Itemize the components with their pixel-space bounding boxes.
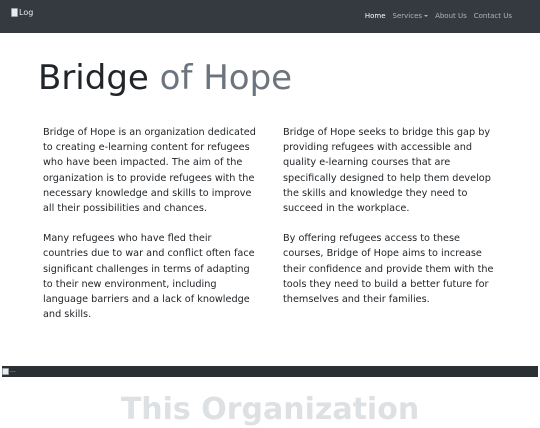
nav-link-services-label: Services <box>392 12 423 20</box>
nav-links <box>365 12 512 21</box>
nav-link-services[interactable] <box>393 12 429 21</box>
paragraph: Bridge of Hope is an organization dedicated to creating e-learning content for refugees who have been impacted. The aim of the organization is to provide refugees with the necessary knowledge and skills to improve all their possibilities and chances. <box>43 127 256 215</box>
page-title <box>38 56 292 100</box>
section-title: This Organization <box>120 392 420 427</box>
page-title-main: Bridge <box>38 58 149 98</box>
banner-image <box>2 366 538 377</box>
caret-down-icon <box>424 15 428 17</box>
content-column-right <box>283 125 499 322</box>
logo-alt-text: Log <box>19 8 34 17</box>
broken-image-icon <box>11 8 18 17</box>
nav-link-home[interactable]: Home <box>364 12 386 20</box>
paragraph: Many refugees who have fled their countries due to war and conflict often face significant challenges in terms of adapting to their new environment, including language barriers and a lack of knowledge and skills. <box>43 233 255 321</box>
banner-alt-text: ... <box>10 367 16 374</box>
nav-link-contact[interactable]: Contact Us <box>473 12 512 20</box>
content-column-left <box>43 125 259 337</box>
nav-link-about[interactable]: About Us <box>435 12 467 20</box>
page-title-muted: of Hope <box>159 58 293 98</box>
logo[interactable] <box>11 7 33 18</box>
paragraph: By offering refugees access to these courses, Bridge of Hope aims to increase their confidence and provide them with the tools they need to build a better future for themselves and their families. <box>283 233 494 306</box>
paragraph: Bridge of Hope seeks to bridge this gap by providing refugees with accessible and quality e-learning courses that are specifically designed to help them develop the skills and knowledge they need to succeed in the workplace. <box>283 127 491 215</box>
navbar <box>0 0 540 33</box>
broken-image-icon <box>2 368 9 375</box>
banner-image-placeholder <box>2 367 16 375</box>
